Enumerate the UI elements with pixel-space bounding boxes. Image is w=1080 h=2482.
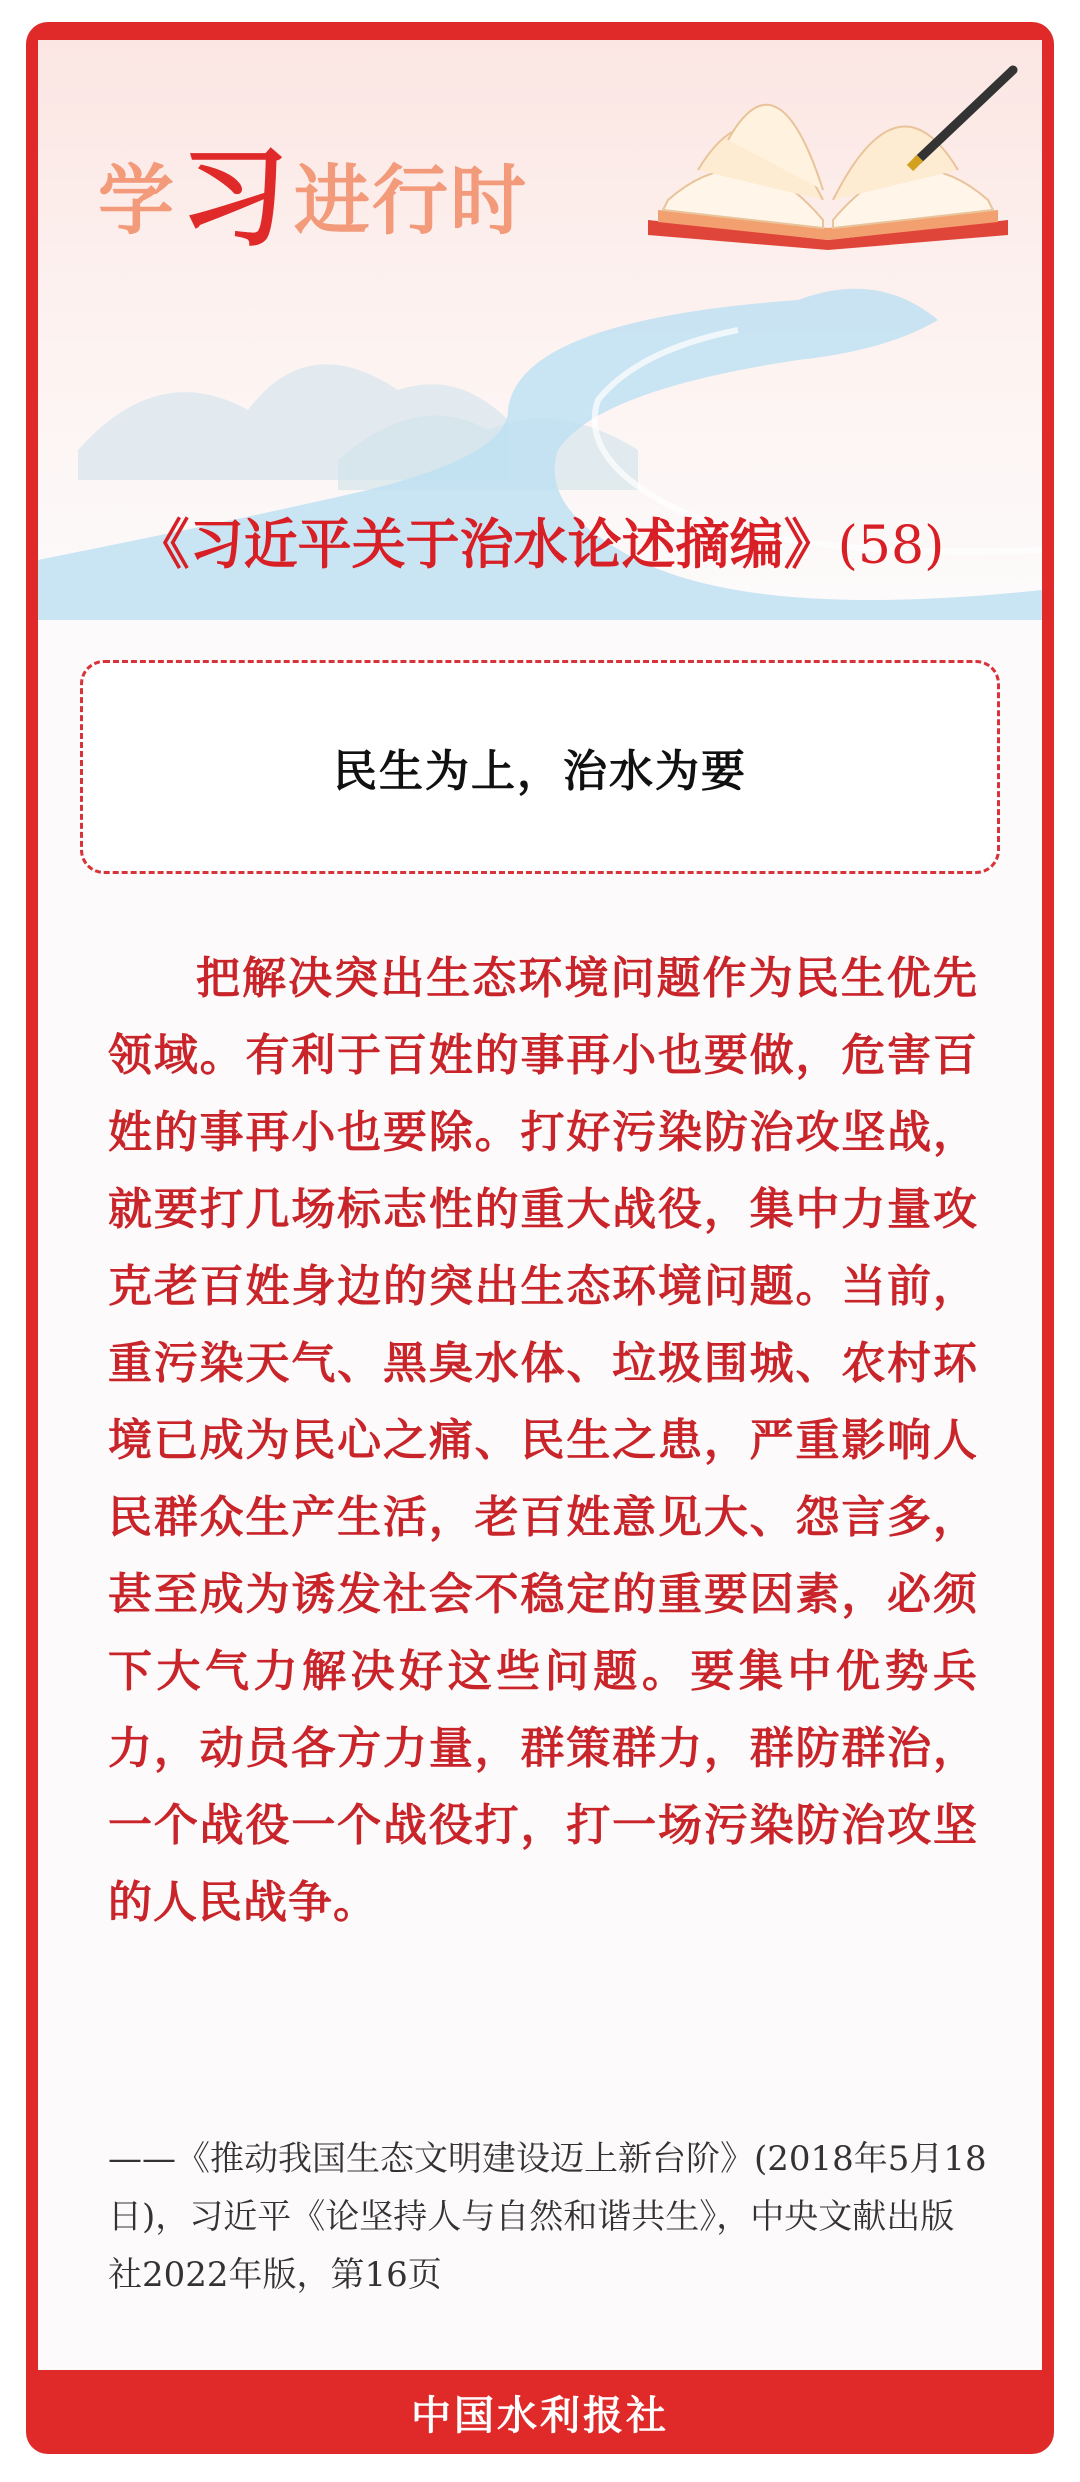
masthead-char-2: 习	[180, 136, 291, 261]
title-main: 《习近平关于治水论述摘编》	[135, 513, 838, 576]
content-panel	[38, 40, 1042, 2370]
page-title	[38, 502, 1042, 579]
article-body: 把解决突出生态环境问题作为民生优先领域。有利于百姓的事再小也要做，危害百姓的事再小也要除。打好污染防治攻坚战，就要打几场标志性的重大战役，集中力量攻克老百姓身边的突出生态环境问题。当前，重污染天气、黑臭水体、垃圾围城、农村环境已成为民心之痛、民生之患，严重影响人民群众生产生活，老百姓意见大、怨言多，甚至成为诱发社会不稳定的重要因素，必须下大气力解决好这些问题。要集中优势兵力，动员各方力量，群策群力，群防群治，一个战役一个战役打，打一场污染防治攻坚的人民战争。	[108, 953, 978, 1928]
publisher-name: 中国水利报社	[411, 2391, 669, 2439]
open-book-with-pen-icon	[618, 50, 1038, 250]
masthead-rest: 进行时	[294, 156, 529, 245]
subtitle: 民生为上，治水为要	[333, 746, 747, 797]
subtitle-box	[80, 660, 1000, 874]
masthead	[98, 136, 529, 261]
footer	[26, 2370, 1054, 2454]
source-citation: ——《推动我国生态文明建设迈上新台阶》(2018年5月18日)，习近平《论坚持人与自然和谐共生》，中央文献出版社2022年版，第16页	[108, 2139, 987, 2295]
title-issue-number: (58)	[837, 516, 945, 576]
masthead-char-1: 学	[98, 156, 176, 245]
